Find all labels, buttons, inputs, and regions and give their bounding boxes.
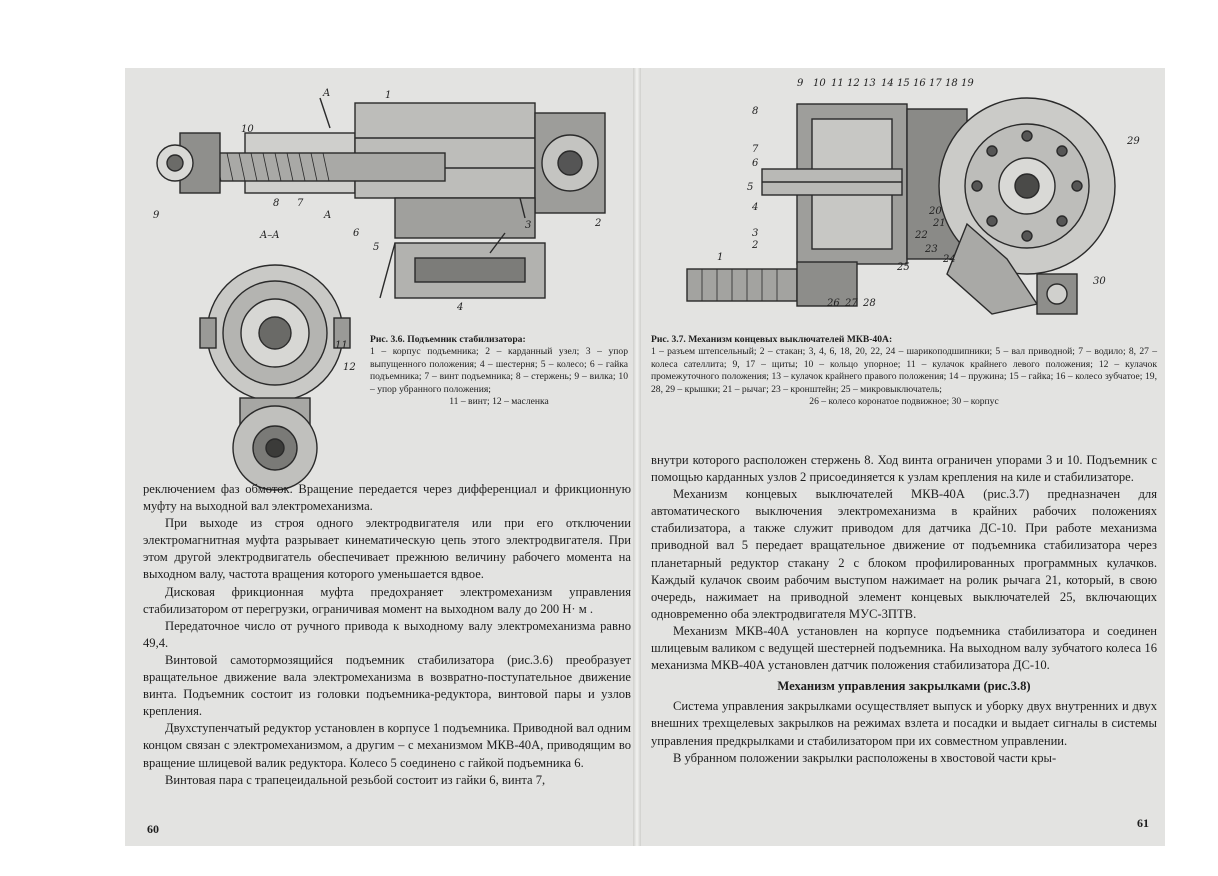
figure-3-7-caption xyxy=(651,334,1157,408)
figure-3-6-caption xyxy=(370,334,628,408)
page-number-right: 61 xyxy=(1137,816,1149,830)
figure-3-6-legend: 1 – корпус подъемника; 2 – карданный узел; 3 – упор выпущенного положения; 4 – шестерня; 5 – колесо; 6 – гайка подъемника; 7 – винт подъемника; 8 – стержень; 9 – вилка; 10 – упор убранного положения; xyxy=(370,346,628,395)
paragraph: внутри которого расположен стержень 8. Ход винта ограничен упорами 3 и 10. Подъемник с помощью карданных узлов 2 присоединяется к узлам крепления на киле и стабилизаторе. xyxy=(651,453,1157,485)
fig36-label-9: 9 xyxy=(153,210,160,221)
fig37-label: 14 xyxy=(881,78,894,89)
figure-3-6-title: Рис. 3.6. Подъемник стабилизатора: xyxy=(370,334,526,345)
fig36-label-6: 6 xyxy=(353,228,360,239)
fig37-label: 11 xyxy=(831,78,844,89)
fig36-label-1: 1 xyxy=(385,90,392,101)
fig37-label: 23 xyxy=(925,244,938,255)
fig36-label-11: 11 xyxy=(335,340,348,351)
fig37-label: 5 xyxy=(747,182,754,193)
paragraph: Двухступенчатый редуктор установлен в корпусе 1 подъемника. Приводной вал одним концом связан с электромеханизмом, а другим – с механизмом МКВ-40А, приводящим во вращение шлицевой валик редуктора. Колесо 5 соединено с гайкой подъемника 6. xyxy=(143,721,631,770)
fig36-label-8: 8 xyxy=(273,198,280,209)
fig37-label: 21 xyxy=(933,218,946,229)
fig37-label: 4 xyxy=(752,202,759,213)
left-page xyxy=(125,68,633,846)
figure-3-6-legend-last: 11 – винт; 12 – масленка xyxy=(449,396,549,408)
fig36-label-7: 7 xyxy=(297,198,304,209)
fig37-label: 30 xyxy=(1093,276,1106,287)
fig36-label-2: 2 xyxy=(595,218,602,229)
figure-3-6-drawing xyxy=(145,78,625,498)
section-heading: Механизм управления закрылками (рис.3.8) xyxy=(777,679,1031,694)
fig37-label: 20 xyxy=(929,206,942,217)
paragraph: Винтовой самотормозящийся подъемник стабилизатора (рис.3.6) преобразует вращательное движение вала электромеханизма в возвратно-поступательное движение винта. Подъемник состоит из головки подъемника-редуктора, винтовой пары и узлов крепления. xyxy=(143,652,631,719)
paragraph: Механизм концевых выключателей МКВ-40А (рис.3.7) предназначен для автоматического выключения электромеханизма в крайних рабочих положениях стабилизатора, а также служит приводом для датчика ДС-10. При работе механизма приводной вал 5 передает вращательное движение от подъемника стабилизатора через планетарный редуктор стакану 2 с блоком профилированных программных кулачков. Каждый кулачок своим рабочим выступом нажимает на ролик рычага 21, который, в свою очередь, нажимает на приводной элемент концевых выключателей 25, включающих одновременно оба электродвигателя МУС-3ПТВ. xyxy=(651,487,1157,621)
paragraph: Дисковая фрикционная муфта предохраняет электромеханизм управления стабилизатором от перегрузки, ограничивая момент на выходном валу до 200 Н· м . xyxy=(143,584,631,616)
figure-3-7-legend-last: 26 – колесо коронатое подвижное; 30 – корпус xyxy=(809,396,999,408)
fig37-label: 16 xyxy=(913,78,926,89)
fig37-label: 9 xyxy=(797,78,804,89)
fig36-label-3: 3 xyxy=(525,220,532,231)
fig36-label-4: 4 xyxy=(457,302,464,313)
fig37-label: 15 xyxy=(897,78,910,89)
fig37-label: 10 xyxy=(813,78,826,89)
book-gutter xyxy=(633,68,641,846)
page-number-left: 60 xyxy=(147,822,159,836)
fig37-label: 29 xyxy=(1127,136,1140,147)
figure-3-7-drawing xyxy=(647,74,1159,332)
paragraph: В убранном положении закрылки расположены в хвостовой части кры- xyxy=(673,750,1057,765)
fig36-label-a-top: A xyxy=(323,88,331,99)
fig37-label: 22 xyxy=(915,230,928,241)
fig37-label: 28 xyxy=(863,298,876,309)
figure-3-7-legend: 1 – разъем штепсельный; 2 – стакан; 3, 4, 6, 18, 20, 22, 24 – шарикоподшипники; 5 – вал приводной; 7 – водило; 8, 27 – колеса сателлита; 9, 17 – щиты; 10 – кольцо упорное; 11 – кулачок крайнего левого положения; 12 – кулачок промежуточного положения; 13 – кулачок крайнего правого положения; 14 – пружина; 15 – гайка; 16 – колесо зубчатое; 19, 28, 29 – крышки; 21 – рычаг; 23 – кронштейн; 25 – микровыключатель; xyxy=(651,346,1157,395)
paragraph: Механизм МКВ-40А установлен на корпусе подъемника стабилизатора и соединен шлицевым валиком с ведущей шестерней подъемника. На выходном валу зубчатого колеса 16 механизма МКВ-40А установлен датчик положения стабилизатора ДС-10. xyxy=(651,623,1157,673)
fig37-label: 19 xyxy=(961,78,974,89)
right-page xyxy=(641,68,1165,846)
fig37-label: 12 xyxy=(847,78,860,89)
fig37-label: 13 xyxy=(863,78,876,89)
fig37-label: 18 xyxy=(945,78,958,89)
paragraph: Передаточное число от ручного привода к выходному валу электромеханизма равно 49,4. xyxy=(143,618,631,650)
fig36-label-5: 5 xyxy=(373,242,380,253)
paragraph: Система управления закрылками осуществляет выпуск и уборку двух внутренних и двух внешних трехщелевых закрылков на режимах взлета и посадки и выдает сигналы в системы управления предкрылками и стабилизатором при их совместном управлении. xyxy=(651,699,1157,748)
fig37-label: 8 xyxy=(752,106,759,117)
fig36-label-a-bottom: A xyxy=(324,210,332,221)
paragraph: Винтовая пара с трапецеидальной резьбой состоит из гайки 6, винта 7, xyxy=(165,772,546,787)
fig36-label-12: 12 xyxy=(343,362,356,373)
fig37-label: 27 xyxy=(845,298,858,309)
right-page-text xyxy=(651,452,1157,767)
fig36-label-section: A–A xyxy=(260,230,280,241)
fig36-label-10: 10 xyxy=(241,124,254,135)
paragraph: реключением фаз обмоток. Вращение передается через дифференциал и фрикционную муфту на выходной вал электромеханизма. xyxy=(143,482,631,514)
book-spread xyxy=(125,68,1165,846)
fig37-label: 1 xyxy=(717,252,724,263)
fig37-label: 17 xyxy=(929,78,942,89)
fig37-label: 7 xyxy=(752,144,759,155)
fig37-label: 6 xyxy=(752,158,759,169)
paragraph: При выходе из строя одного электродвигателя или при его отключении электромагнитная муфта разрывает кинематическую цепь этого электродвигателя. При этом другой электродвигатель обеспечивает прежнюю величину рабочего момента на выходном валу, частота вращения которого уменьшается вдвое. xyxy=(143,516,631,582)
fig37-label: 24 xyxy=(943,254,956,265)
fig37-label: 3 xyxy=(752,228,759,239)
figure-3-7-title: Рис. 3.7. Механизм концевых выключателей МКВ-40А: xyxy=(651,334,893,345)
fig37-label: 26 xyxy=(827,298,840,309)
fig37-label: 2 xyxy=(752,240,759,251)
fig37-label: 25 xyxy=(897,262,910,273)
left-page-text xyxy=(143,481,631,789)
